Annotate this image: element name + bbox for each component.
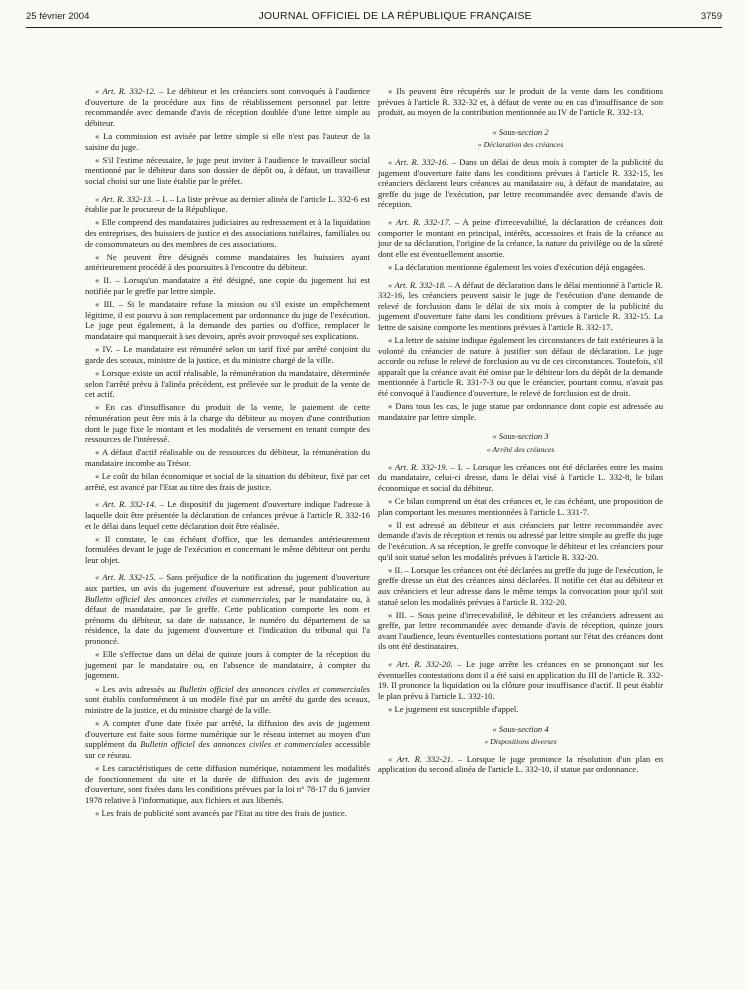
paragraph-text: – Lorsque le juge prononce la résolution d'un plan en application du second alinéa de l'article L. 332-10, il statue par ordonnance. [378, 753, 663, 775]
paragraph-text: « III. – Si le mandataire refuse la mission ou s'il existe un empêchement légitime, il est pourvu à son remplacement par ordonnance du juge de l'exécution. Le juge peut également, à la demande des parties ou d'office, remplacer le mandataire qui manquerait à ses devoirs, après avoir provoqué ses explications. [85, 299, 370, 342]
header-rule [26, 27, 722, 28]
article-number: « Art. R. 332-12. [95, 86, 156, 96]
paragraph-text: « II. – Lorsqu'un mandataire a été désigné, une copie du jugement lui est notifiée par le greffe par lettre simple. [85, 275, 370, 297]
paragraph-text: « II. – Lorsque les créances ont été déclarées au greffe du juge de l'exécution, le greffe dresse un état des créances ainsi déclarées. Il notifie cet état au débiteur et aux créanciers et leur adresse dans le même temps la convocation pour qu'il soit statué selon les modalités prévues à l'article R. 332-20. [378, 564, 663, 607]
paragraph [85, 217, 370, 249]
paragraph-text: – Dans un délai de deux mois à compter de la publicité du jugement d'ouverture faite dans les conditions prévues à l'article R. 332-15, les créanciers déclarent leurs créances au mandataire ou, à défaut de mandataire, au greffe du juge de l'exécution, par lettre recommandée avec demande d'avis de réception. [378, 156, 663, 210]
article-number: « Art. R. 332-20. [388, 659, 453, 670]
paragraph-text: « Ils peuvent être récupérés sur le produit de la vente dans les conditions prévues à l'article R. 332-32 et, à défaut de vente ou en cas d'insuffisance de son produit, au moyen de la contribution mentionnée au IV de l'article R. 332-13. [378, 86, 663, 118]
article-number: « Art. R. 332-21. [388, 753, 454, 764]
paragraph [378, 496, 663, 517]
paragraph-text: « S'il l'estime nécessaire, le juge peut inviter à l'audience le travailleur social mentionné par le débiteur dans son dossier de dépôt ou, à défaut, un travailleur social choisi sur une liste établie par le préfet. [85, 154, 370, 186]
paragraph-text: « Lorsque existe un actif réalisable, la rémunération du mandataire, déterminée selon l'arrêté prévu à l'alinéa précédent, est prélevée sur le produit de la vente de cet actif. [85, 368, 370, 400]
publication-title: Bulletin officiel des annonces civiles et commerciales [179, 683, 370, 694]
article-number: « Art. R. 332-16. [388, 156, 449, 167]
paragraph-text: « IV. – Le mandataire est rémunéré selon un tarif fixé par arrêté conjoint du garde des sceaux, ministre de la justice, et du ministre chargé de la ville. [85, 344, 370, 365]
subsection-heading: « Sous-section 2 [492, 126, 549, 137]
paragraph [85, 808, 370, 819]
subsection-heading: « Sous-section 4 [492, 723, 549, 734]
paragraph [85, 299, 370, 341]
paragraph-text: « Dans tous les cas, le juge statue par ordonnance dont copie est adressée au mandataire par lettre simple. [378, 401, 663, 422]
paragraph [378, 280, 663, 333]
paragraph-text: « En cas d'insuffisance du produit de la vente, le paiement de cette rémunération peut être mis à la charge du débiteur au moyen d'une contribution dont le juge fixe le montant et les modalités de versement en tenant compte des ressources de l'intéressé. [85, 402, 370, 445]
paragraph [85, 86, 370, 128]
header-title: JOURNAL OFFICIEL DE LA RÉPUBLIQUE FRANÇAISE [258, 10, 532, 22]
paragraph [85, 402, 370, 444]
paragraph-text: « Le jugement est susceptible d'appel. [388, 704, 519, 715]
paragraph-text: « La déclaration mentionne également les voies d'exécution déjà engagées. [388, 261, 646, 272]
right-column [378, 86, 663, 778]
article-number: « Art. R. 332-14. [95, 499, 157, 510]
paragraph [85, 499, 370, 531]
subsection-title: « Arrêté des créances [486, 445, 555, 454]
paragraph-text: « Il constate, le cas échéant d'office, que les demandes antérieurement formulées devant le juge de l'exécution et concernant le même débiteur ont perdu leur objet. [85, 533, 370, 565]
paragraph-text: – Le dispositif du jugement d'ouverture indique l'adresse à laquelle doit être présentée la déclaration de créances prévue à l'article R. 332-16 et le délai dans lequel cette déclaration doit être réalisée. [85, 499, 370, 531]
paragraph-text: – Le juge arrête les créances en se prononçant sur les éventuelles contestations dont il a été saisi en application du III de l'article R. 332-19. Il prononce la liquidation ou la clôture pour insuffisance d'actif. Il peut établir le plan prévu à l'article L. 332-10. [378, 659, 663, 701]
paragraph-text: sont établis conformément à un modèle fixé par un arrêté du garde des sceaux, ministre de la justice, et du ministre chargé de la ville. [85, 694, 370, 715]
subsection-heading: « Sous-section 3 [492, 431, 549, 442]
paragraph-text: « Il est adressé au débiteur et aux créanciers par lettre recommandée avec demande d'avis de réception et remis ou adressé par lettre simple au greffe du juge de l'exécution. A sa réception, le greffe convoque le débiteur et les créanciers pour qu'il soit statué selon les modalités prévues à l'article R. 332-20. [378, 519, 663, 562]
paragraph-text: « La commission est avisée par lettre simple si elle n'est pas l'auteur de la saisine du juge. [85, 130, 370, 152]
paragraph-text: , par le mandataire ou, à défaut de mandataire, par le greffe. Cette publication comporte les nom et prénoms du débiteur, sa date de naissance, le numéro du département de sa résidence, la date du jugement d'ouverture et l'indication du tribunal qui l'a prononcé. [85, 593, 370, 647]
paragraph-text: – A défaut de déclaration dans le délai mentionné à l'article R. 332-16, les créanciers peuvent saisir le juge de l'exécution d'une demande de relevé de forclusion dans le délai de six mois à compter de la publicité du jugement d'ouverture faite dans les conditions prévues à l'article R. 332-15. La lettre de saisine comporte les mentions prévues à l'article R. 332-17. [378, 279, 663, 332]
paragraph [85, 344, 370, 365]
paragraph [85, 471, 370, 492]
paragraph [85, 763, 370, 805]
paragraph [378, 262, 663, 273]
paragraph [85, 252, 370, 273]
paragraph-text: « Les caractéristiques de cette diffusion numérique, notamment les modalités de fonctionnement du site et la durée de diffusion des avis de jugement d'ouverture, sont fixées dans les conditions prévues par la loi n° 78-17 du 6 janvier 1978 relative à l'informatique, aux fichiers et aux libertés. [85, 762, 370, 805]
paragraph-text: « Elle s'effectue dans un délai de quinze jours à compter de la réception du jugement par le mandataire ou, en l'absence de mandataire, à compter du jugement. [85, 649, 370, 681]
paragraph [378, 401, 663, 422]
paragraph [378, 704, 663, 715]
article-number: « Art. R. 332-18. [388, 279, 447, 290]
article-number: « Art. R. 332-13. [95, 193, 154, 204]
paragraph [85, 534, 370, 566]
paragraph-text: accessible sur ce réseau. [85, 739, 371, 760]
paragraph [378, 86, 663, 118]
publication-title: Bulletin officiel des annonces civiles et commerciales [140, 739, 332, 750]
paragraph [85, 718, 370, 760]
paragraph [378, 217, 663, 259]
paragraph [378, 157, 663, 210]
paragraph [85, 684, 370, 716]
paragraph [378, 565, 663, 607]
paragraph [378, 610, 663, 652]
paragraph-text: « Le coût du bilan économique et social de la situation du débiteur, fixé par cet arrêté, est avancé par l'Etat au titre des frais de justice. [85, 471, 370, 492]
paragraph-text: – Sans préjudice de la notification du jugement d'ouverture aux parties, un avis du jugement d'ouverture est adressé, pour publication au [85, 572, 370, 594]
paragraph [85, 131, 370, 152]
paragraph [378, 335, 663, 399]
paragraph-text: « Ce bilan comprend un état des créances et, le cas échéant, une proposition de plan comportant les mesures mentionnées à l'article L. 331-7. [378, 495, 663, 517]
paragraph [378, 754, 663, 775]
paragraph [85, 194, 370, 215]
article-number: « Art. R. 332-17. [388, 216, 451, 227]
publication-title: Bulletin officiel des annonces civiles et commerciales [85, 593, 279, 604]
paragraph [85, 368, 370, 400]
paragraph [378, 462, 663, 494]
paragraph [85, 649, 370, 681]
paragraph-text: – Le débiteur et les créanciers sont convoqués à l'audience d'ouverture de la procédure aux fins de rétablissement personnel par lettre recommandée avec demande d'avis de réception doublée d'une lettre simple au débiteur. [85, 86, 370, 128]
paragraph-text: « La lettre de saisine indique également les circonstances de fait extérieures à la volonté du créancier de nature à justifier son défaut de déclaration. Le juge accorde ou refuse le relevé de forclusion au vu de ces circonstances. Toutefois, s'il apparaît que la créance avait été omise par le débiteur lors du dépôt de la demande mentionnée à l'article R. 331-7-3 ou que le créancier, pourtant connu, n'avait pas été convoqué à l'audience d'ouverture, le relevé de forclusion est de droit. [378, 335, 663, 399]
paragraph-text: « Elle comprend des mandataires judiciaires au redressement et à la liquidation des entreprises, des huissiers de justice et des associations tutélaires, familiales ou de consommateurs ou des membres de ces associations. [85, 217, 370, 249]
paragraph-text: – A peine d'irrecevabilité, la déclaration de créances doit comporter le montant en principal, intérêts, accessoires et frais de la créance au jour de sa déclaration, l'origine de la créance, la nature du privilège ou de la sûreté dont elle est éventuellement assortie. [378, 216, 664, 259]
page-header [26, 10, 722, 26]
paragraph-text: « Ne peuvent être désignés comme mandataires les huissiers ayant antérieurement procédé à des poursuites à l'encontre du débiteur. [85, 251, 370, 273]
paragraph-text: « Les frais de publicité sont avancés par l'Etat au titre des frais de justice. [95, 807, 347, 818]
paragraph-text: « Les avis adressés au [95, 683, 180, 694]
paragraph [85, 572, 370, 646]
left-column [85, 86, 370, 821]
paragraph-text: « III. – Sous peine d'irrecevabilité, le débiteur et les créanciers adressent au greffe, par lettre recommandée avec demande d'avis de réception, quinze jours avant l'audience, leurs éventuelles contestations portant sur l'état des créances dont ils ont été destinataires. [378, 609, 663, 652]
paragraph [85, 447, 370, 468]
subsection-title: « Dispositions diverses [484, 737, 557, 747]
article-number: « Art. R. 332-15. [95, 572, 156, 583]
paragraph-text: « A compter d'une date fixée par arrêté, la diffusion des avis de jugement d'ouverture est faite sous forme numérique sur le réseau internet au moyen d'un supplément du [85, 717, 370, 750]
paragraph [85, 275, 370, 296]
header-page-number: 3759 [700, 11, 722, 22]
article-number: « Art. R. 332-19. [388, 461, 448, 472]
paragraph-text: – I. – Lorsque les créances ont été déclarées entre les mains du mandataire, celui-ci dresse, dans le délai visé à l'article L. 332-8, le bilan économique et social du débiteur. [378, 461, 663, 493]
paragraph [378, 659, 663, 701]
paragraph-text: – I. – La liste prévue au dernier alinéa de l'article L. 332-6 est établie par le procureur de la République. [85, 193, 371, 215]
header-date: 25 février 2004 [26, 11, 90, 22]
paragraph [85, 155, 370, 187]
paragraph-text: « A défaut d'actif réalisable ou de ressources du débiteur, la rémunération du mandataire incombe au Trésor. [85, 447, 370, 468]
paragraph [378, 520, 663, 562]
subsection-title: « Déclaration des créances [477, 140, 564, 150]
